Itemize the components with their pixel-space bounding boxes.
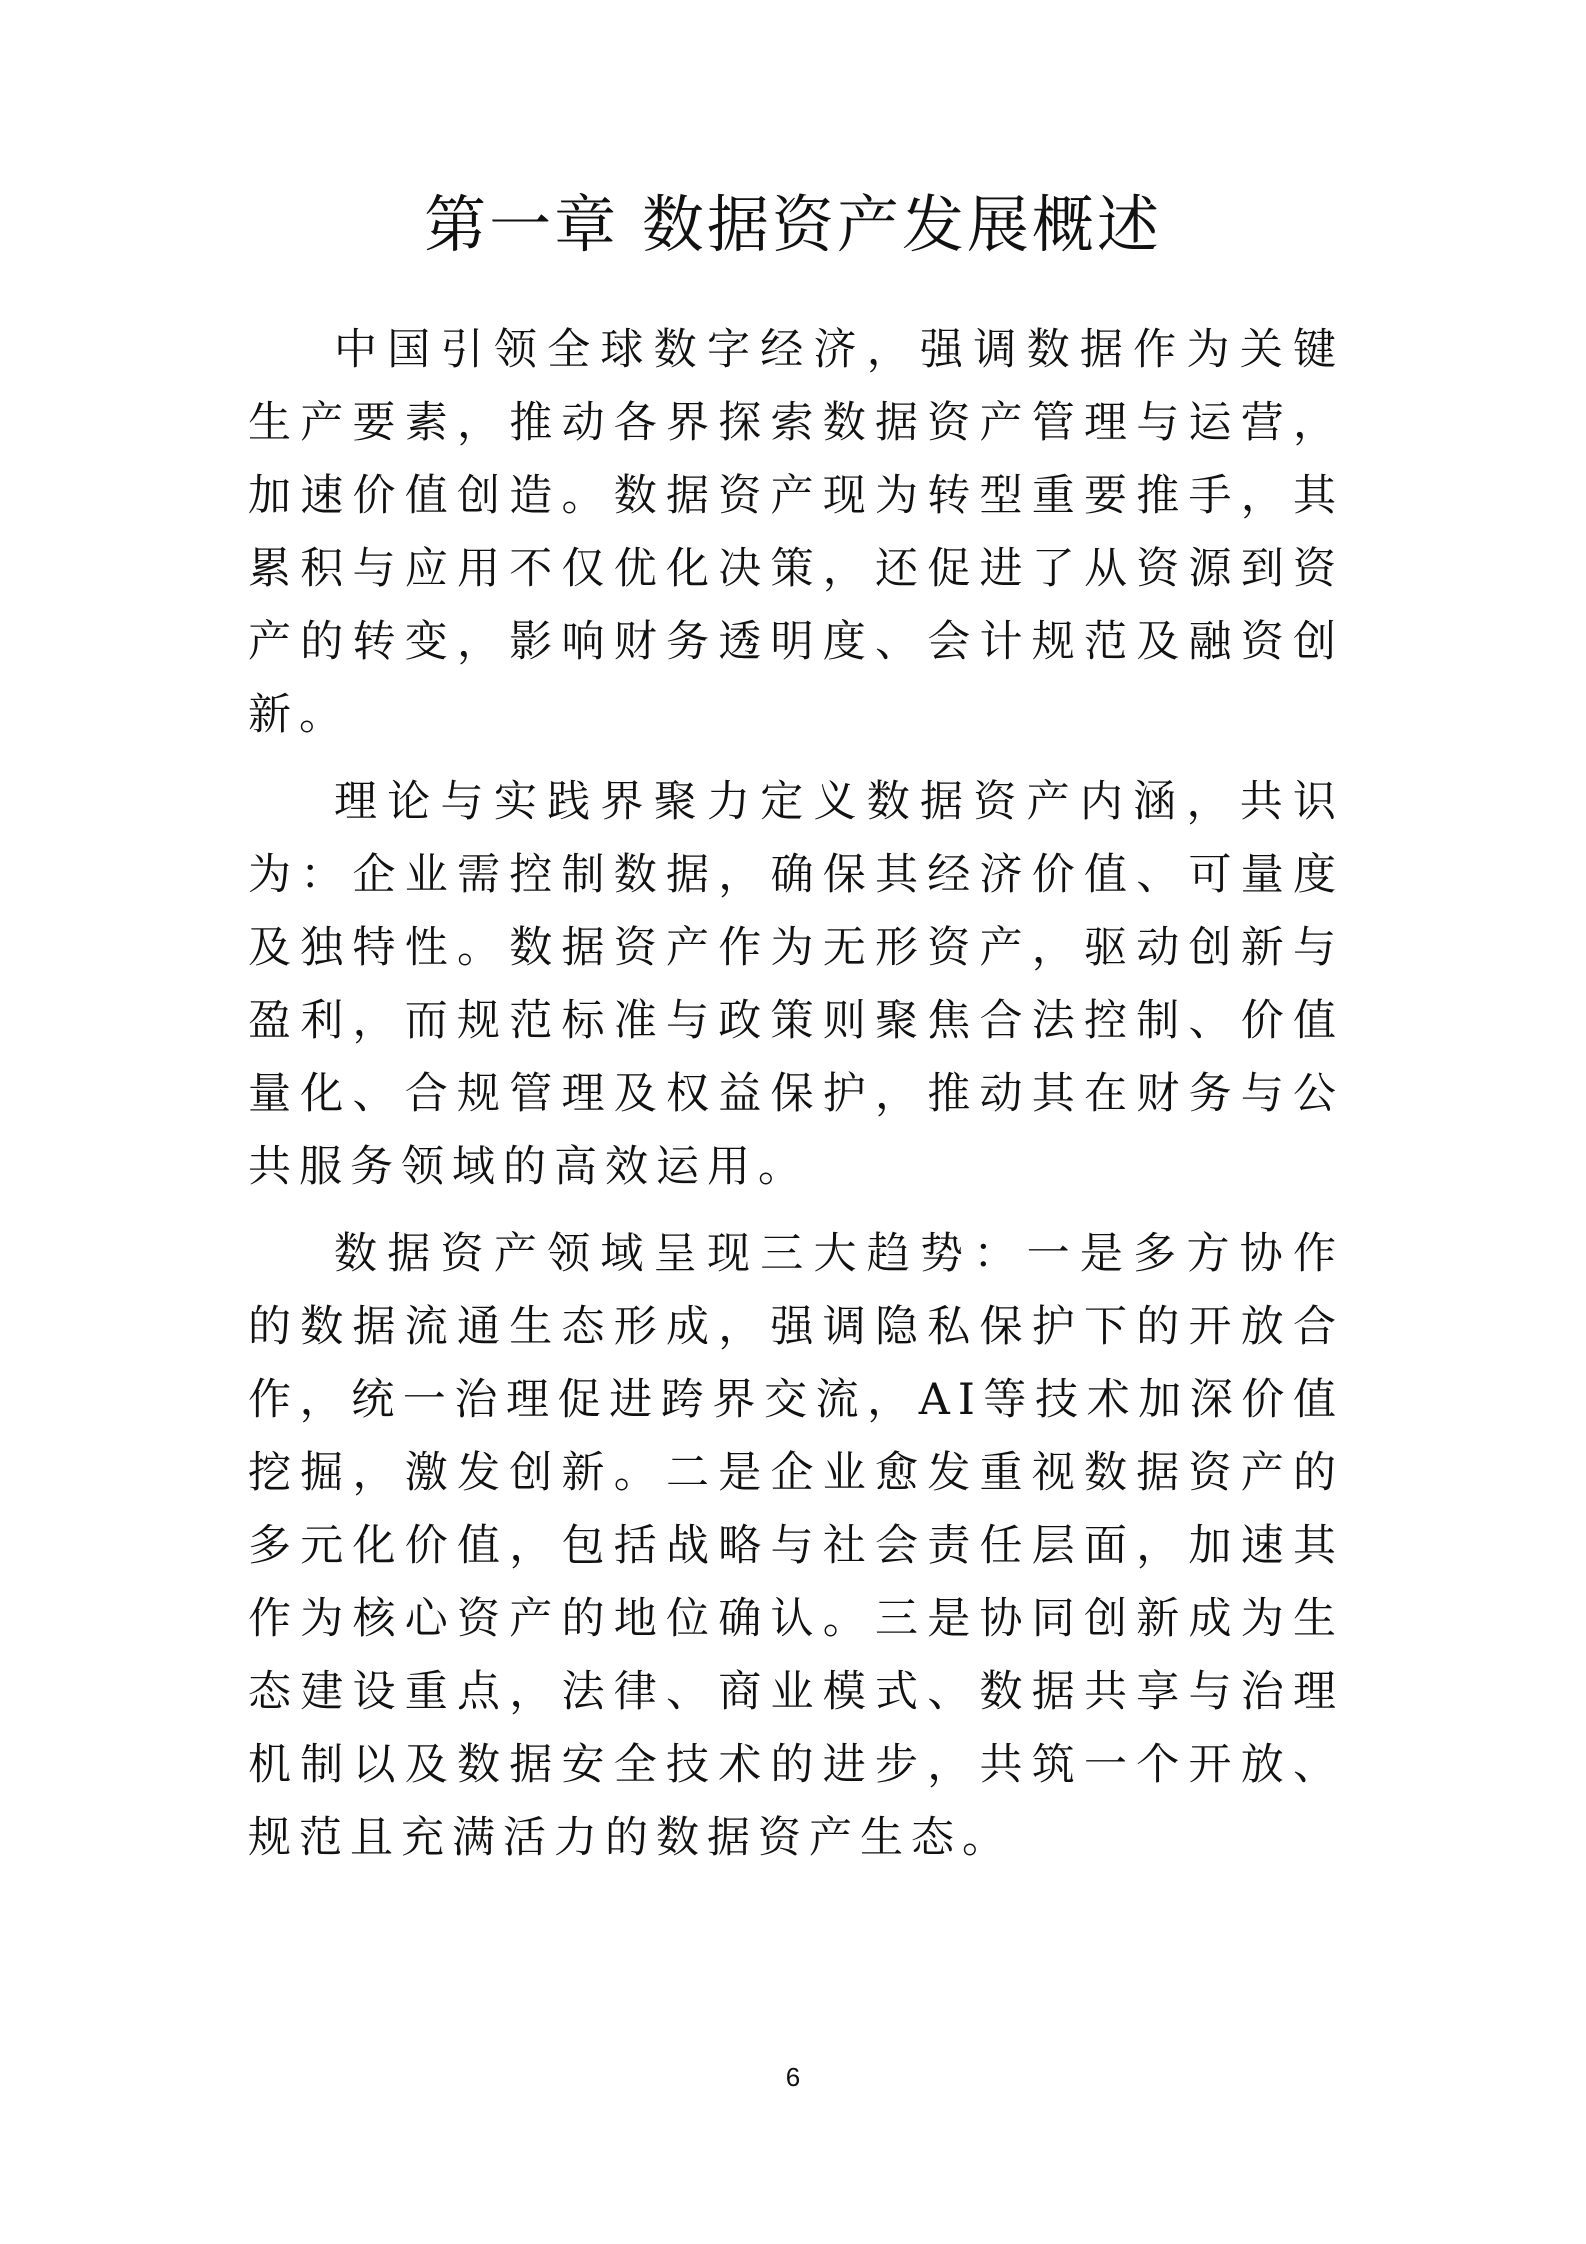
page-number: 6 bbox=[785, 2062, 801, 2092]
paragraph-digital-economy: 中国引领全球数字经济，强调数据作为关键生产要素，推动各界探索数据资产管理与运营，加速价值创造。数据资产现为转型重要推手，其累积与应用不仅优化决策，还促进了从资源到资产的转变，影响财务透明度、会计规范及融资创新。 bbox=[248, 325, 1344, 740]
paragraph-data-asset-definition: 理论与实践界聚力定义数据资产内涵，共识为：企业需控制数据，确保其经济价值、可量度及独特性。数据资产作为无形资产，驱动创新与盈利，而规范标准与政策则聚焦合法控制、价值量化、合规管理及权益保护，推动其在财务与公共服务领域的高效运用。 bbox=[248, 777, 1344, 1192]
chapter-body bbox=[248, 314, 1344, 1889]
chapter-title: 第一章 数据资产发展概述 bbox=[424, 188, 1162, 261]
paragraph-three-trends: 数据资产领域呈现三大趋势：一是多方协作的数据流通生态形成，强调隐私保护下的开放合作，统一治理促进跨界交流，AI等技术加深价值挖掘，激发创新。二是企业愈发重视数据资产的多元化价值，包括战略与社会责任层面，加速其作为核心资产的地位确认。三是协同创新成为生态建设重点，法律、商业模式、数据共享与治理机制以及数据安全技术的进步，共筑一个开放、规范且充满活力的数据资产生态。 bbox=[248, 1229, 1344, 1863]
